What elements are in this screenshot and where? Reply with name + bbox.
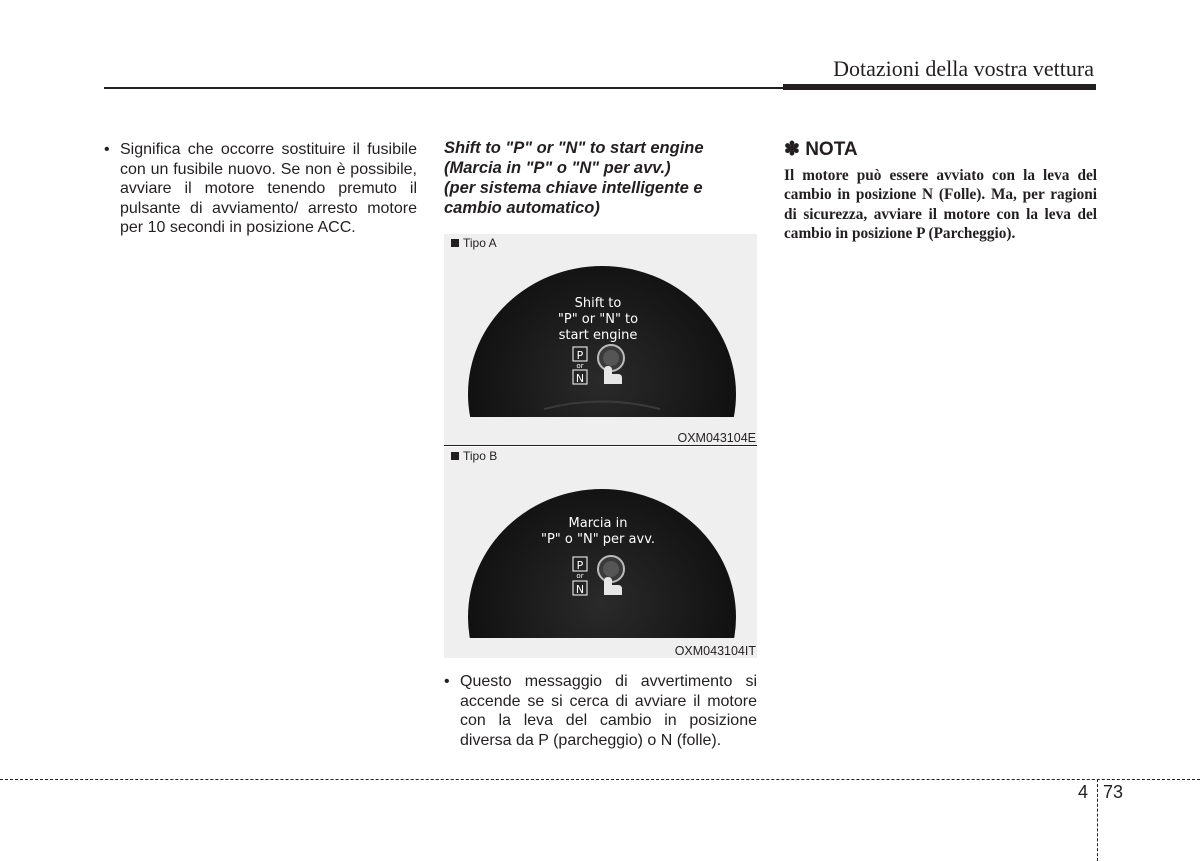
figure-tipo-b (444, 447, 757, 658)
figure-label-text: Tipo B (463, 449, 498, 463)
square-bullet-icon (451, 452, 459, 460)
heading-line: (per sistema chiave intelligente e (444, 179, 703, 197)
note-title: ✽ NOTA (784, 139, 858, 160)
paragraph-text: Significa che occorre sostituire il fusibile con un fusibile nuovo. Se non è possibile, avviare il motore tenendo premuto il pulsante di avviamento/ arresto motore per 10 secondi in posizione ACC. (120, 141, 417, 236)
heading-line: (Marcia in "P" o "N" per avv.) (444, 159, 671, 177)
header-rule-accent (783, 84, 1096, 90)
gear-n-label: N (575, 583, 585, 596)
heading-line: cambio automatico) (444, 199, 600, 217)
figure-label (451, 449, 497, 463)
display-text: Shift to (574, 296, 622, 311)
page-header-title: Dotazioni della vostra vettura (833, 56, 1094, 81)
section-heading (444, 138, 757, 218)
column-middle (444, 138, 757, 218)
cluster-display-b (444, 447, 757, 658)
figure-code: OXM043104E (677, 431, 756, 445)
note-text: Il motore può essere avviato con la leva del cambio in posizione N (Folle). Ma, per ragioni di sicurezza, avviare il motore con la leva del cambio in posizione P (Parcheggio). (784, 167, 1097, 242)
bullet-icon: • (104, 141, 110, 158)
square-bullet-icon (451, 239, 459, 247)
footer-dashed-divider (1097, 779, 1098, 861)
heading-line: Shift to "P" or "N" to start engine (444, 139, 704, 157)
bullet-paragraph (104, 140, 417, 238)
gear-or-label: or (576, 572, 584, 580)
cluster-display-a (444, 234, 757, 445)
column-left (104, 140, 417, 238)
figure-label-text: Tipo A (463, 236, 497, 250)
figure-code: OXM043104IT (674, 644, 756, 658)
display-text: "P" o "N" per avv. (540, 532, 656, 547)
bullet-paragraph (444, 672, 757, 750)
gear-n-label: N (575, 372, 585, 385)
display-text: Marcia in (568, 516, 628, 531)
display-text: start engine (558, 328, 638, 343)
gear-p-label: P (576, 559, 584, 572)
chapter-number: 4 (1078, 782, 1089, 802)
figure-label (451, 236, 497, 250)
paragraph-text: Questo messaggio di avvertimento si accende se si cerca di avviare il motore con la leva del cambio in posizione diversa da P (parcheggio) o N (folle). (460, 673, 757, 749)
gear-p-label: P (576, 349, 584, 362)
display-text: "P" or "N" to (557, 312, 639, 327)
column-right (784, 138, 1097, 243)
column-middle-bottom (444, 672, 757, 750)
bullet-icon: • (444, 673, 450, 690)
gear-or-label: or (576, 362, 584, 370)
figure-tipo-a (444, 234, 757, 445)
footer-dashed-rule (0, 779, 1200, 780)
figure-rule (444, 445, 757, 446)
page-number: 73 (1103, 782, 1124, 802)
